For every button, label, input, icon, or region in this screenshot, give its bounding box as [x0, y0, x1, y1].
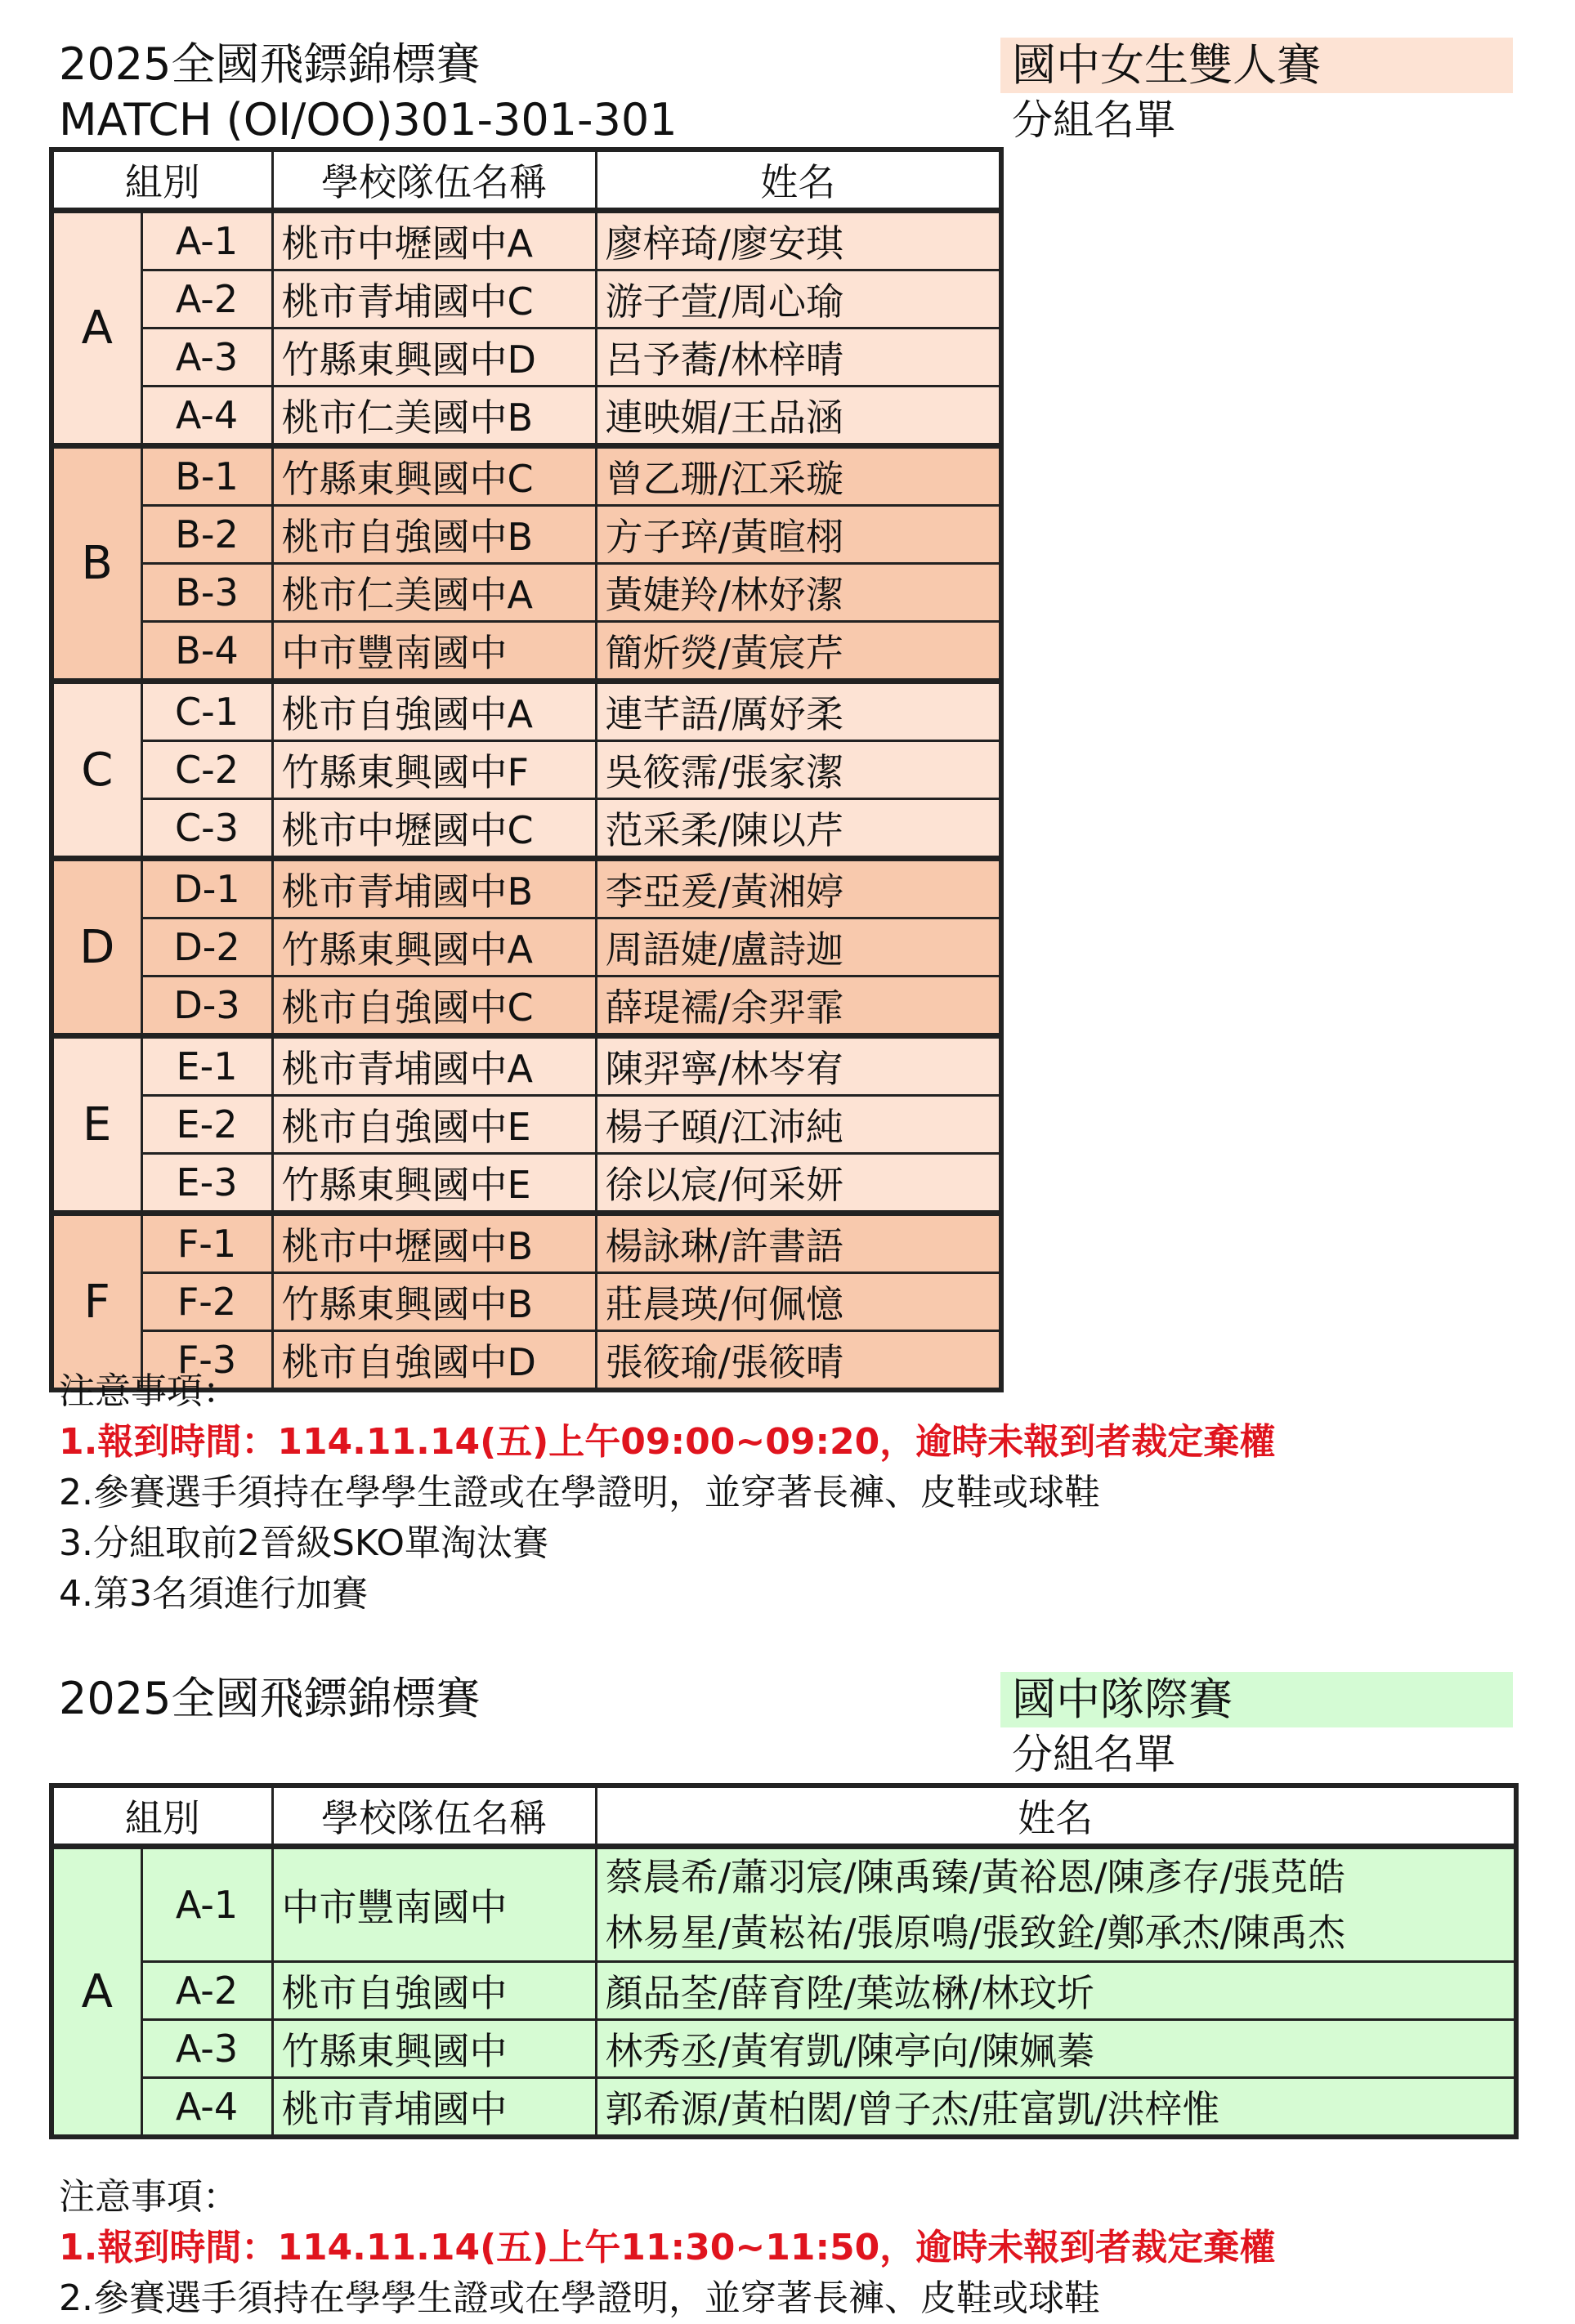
player-names: 莊晨瑛/何佩憶: [596, 1273, 1001, 1331]
team-code: B-4: [141, 622, 272, 682]
player-names-line1: 蔡晨希/蕭羽宸/陳禹臻/黃裕恩/陳彥存/張莌皓: [605, 1855, 1345, 1899]
team-code: A-3: [141, 2020, 272, 2078]
s2-group-table: [49, 1783, 1519, 2139]
team-code: C-1: [141, 682, 272, 741]
player-names: 林秀丞/黃宥凱/陳亭向/陳姵蓁: [596, 2020, 1516, 2078]
player-names: [596, 1847, 1516, 1962]
team-code: D-1: [141, 859, 272, 918]
col-header-names: 姓名: [596, 1785, 1516, 1847]
table-row: [51, 1962, 1516, 2020]
player-names: 張筱瑜/張筱晴: [596, 1331, 1001, 1391]
player-names: 曾乙珊/江采璇: [596, 446, 1001, 506]
player-names: 范采柔/陳以芹: [596, 799, 1001, 859]
player-names: 郭希源/黃柏閎/曾子杰/莊富凱/洪梓惟: [596, 2078, 1516, 2138]
notes-title: 注意事項：: [59, 1370, 239, 1412]
player-names: 連芊語/厲妤柔: [596, 682, 1001, 741]
school-name: 竹縣東興國中C: [272, 446, 596, 506]
s1-group-table: [49, 147, 1004, 1392]
table-row: [51, 1213, 1001, 1273]
table-row: [51, 799, 1001, 859]
group-label-d: D: [51, 859, 141, 1036]
team-code: D-3: [141, 977, 272, 1036]
s2-notes: [59, 2172, 1275, 2324]
school-name: 竹縣東興國中A: [272, 918, 596, 977]
table-row: [51, 446, 1001, 506]
team-code: E-3: [141, 1154, 272, 1213]
group-label-e: E: [51, 1036, 141, 1213]
note-item: 3.分組取前2晉級SKO單淘汰賽: [59, 1522, 548, 1564]
s1-category-tag: 國中女生雙人賽: [1000, 38, 1513, 93]
s1-title: 2025全國飛鏢錦標賽: [59, 38, 481, 90]
col-header-names: 姓名: [596, 150, 1001, 211]
school-name: 竹縣東興國中E: [272, 1154, 596, 1213]
s1-match-format: MATCH (OI/OO)301-301-301: [59, 94, 678, 145]
col-header-school: 學校隊伍名稱: [272, 150, 596, 211]
table-row: [51, 918, 1001, 977]
team-code: F-1: [141, 1213, 272, 1273]
team-code: F-2: [141, 1273, 272, 1331]
player-names: 周語婕/盧詩迦: [596, 918, 1001, 977]
player-names: 顏品荃/薛育陞/葉竑楙/林玟圻: [596, 1962, 1516, 2020]
school-name: 桃市自強國中C: [272, 977, 596, 1036]
col-header-group: 組別: [51, 1785, 272, 1847]
player-names: 徐以宸/何采妍: [596, 1154, 1001, 1213]
team-code: C-2: [141, 741, 272, 799]
team-code: C-3: [141, 799, 272, 859]
table-row: [51, 977, 1001, 1036]
player-names: 薛瑅襦/余羿霏: [596, 977, 1001, 1036]
team-code: A-4: [141, 387, 272, 446]
player-names: 呂予蕎/林梓晴: [596, 328, 1001, 387]
player-names: 楊詠琳/許書語: [596, 1213, 1001, 1273]
s2-category-tag: 國中隊際賽: [1000, 1672, 1513, 1727]
school-name: 桃市自強國中A: [272, 682, 596, 741]
note-item: 4.第3名須進行加賽: [59, 1573, 368, 1615]
school-name: 桃市自強國中B: [272, 506, 596, 564]
school-name: 桃市青埔國中B: [272, 859, 596, 918]
s2-header-row: [51, 1785, 1516, 1847]
group-label-f: F: [51, 1213, 141, 1391]
table-row: [51, 2078, 1516, 2138]
school-name: 桃市自強國中: [272, 1962, 596, 2020]
table-row: [51, 1273, 1001, 1331]
table-row: [51, 682, 1001, 741]
checkin-time-note: 1.報到時間：114.11.14(五)上午11:30~11:50，逾時未報到者裁定棄權: [59, 2227, 1276, 2268]
table-row: [51, 211, 1001, 270]
team-code: A-1: [141, 1847, 272, 1962]
player-names: 吳筱霈/張家潔: [596, 741, 1001, 799]
col-header-school: 學校隊伍名稱: [272, 1785, 596, 1847]
team-code: B-1: [141, 446, 272, 506]
player-names-line2: 林易星/黃崧祐/張原鳴/張致銓/鄭承杰/陳禹杰: [605, 1911, 1345, 1955]
table-row: [51, 622, 1001, 682]
group-label-a: A: [51, 211, 141, 446]
team-code: A-2: [141, 270, 272, 328]
table-row: [51, 506, 1001, 564]
player-names: 廖梓琦/廖安琪: [596, 211, 1001, 270]
team-code: F-3: [141, 1331, 272, 1391]
school-name: 竹縣東興國中: [272, 2020, 596, 2078]
school-name: 竹縣東興國中D: [272, 328, 596, 387]
table-row: [51, 1847, 1516, 1962]
table-row: [51, 2020, 1516, 2078]
school-name: 竹縣東興國中F: [272, 741, 596, 799]
school-name: 桃市仁美國中A: [272, 564, 596, 622]
team-code: E-1: [141, 1036, 272, 1096]
s1-header-row: [51, 150, 1001, 211]
school-name: 桃市中壢國中C: [272, 799, 596, 859]
school-name: 桃市自強國中E: [272, 1096, 596, 1154]
s2-title: 2025全國飛鏢錦標賽: [59, 1673, 481, 1724]
player-names: 游子萱/周心瑜: [596, 270, 1001, 328]
note-item: 2.參賽選手須持在學學生證或在學證明，並穿著長褲、皮鞋或球鞋: [59, 1472, 1100, 1513]
table-row: [51, 1036, 1001, 1096]
team-code: B-2: [141, 506, 272, 564]
school-name: 桃市青埔國中: [272, 2078, 596, 2138]
player-names: 簡炘熒/黃宸芹: [596, 622, 1001, 682]
player-names: 連映媚/王品涵: [596, 387, 1001, 446]
school-name: 桃市自強國中D: [272, 1331, 596, 1391]
school-name: 桃市仁美國中B: [272, 387, 596, 446]
school-name: 桃市中壢國中B: [272, 1213, 596, 1273]
school-name: 桃市中壢國中A: [272, 211, 596, 270]
table-row: [51, 741, 1001, 799]
player-names: 楊子頤/江沛純: [596, 1096, 1001, 1154]
team-code: A-3: [141, 328, 272, 387]
col-header-group: 組別: [51, 150, 272, 211]
group-label-b: B: [51, 446, 141, 682]
school-name: 桃市青埔國中C: [272, 270, 596, 328]
table-row: [51, 859, 1001, 918]
notes-title: 注意事項：: [59, 2176, 239, 2218]
table-row: [51, 328, 1001, 387]
note-item: 2.參賽選手須持在學學生證或在學證明，並穿著長褲、皮鞋或球鞋: [59, 2277, 1100, 2319]
table-row: [51, 1096, 1001, 1154]
s2-list-label: 分組名單: [1012, 1731, 1175, 1778]
team-code: B-3: [141, 564, 272, 622]
school-name: 中市豐南國中: [272, 1847, 596, 1962]
team-code: A-4: [141, 2078, 272, 2138]
player-names: 陳羿寧/林岑宥: [596, 1036, 1001, 1096]
table-row: [51, 270, 1001, 328]
player-names: 黃婕羚/林妤潔: [596, 564, 1001, 622]
group-label-c: C: [51, 682, 141, 859]
player-names: 方子琗/黃暄栩: [596, 506, 1001, 564]
school-name: 竹縣東興國中B: [272, 1273, 596, 1331]
table-row: [51, 564, 1001, 622]
group-label-a: A: [51, 1847, 141, 2138]
school-name: 中市豐南國中: [272, 622, 596, 682]
school-name: 桃市青埔國中A: [272, 1036, 596, 1096]
team-code: A-2: [141, 1962, 272, 2020]
team-code: D-2: [141, 918, 272, 977]
table-row: [51, 387, 1001, 446]
checkin-time-note: 1.報到時間：114.11.14(五)上午09:00~09:20，逾時未報到者裁定棄權: [59, 1421, 1276, 1463]
s1-list-label: 分組名單: [1012, 96, 1175, 144]
s1-notes: [59, 1366, 1275, 1620]
player-names: 李亞爰/黃湘婷: [596, 859, 1001, 918]
table-row: [51, 1154, 1001, 1213]
team-code: A-1: [141, 211, 272, 270]
team-code: E-2: [141, 1096, 272, 1154]
